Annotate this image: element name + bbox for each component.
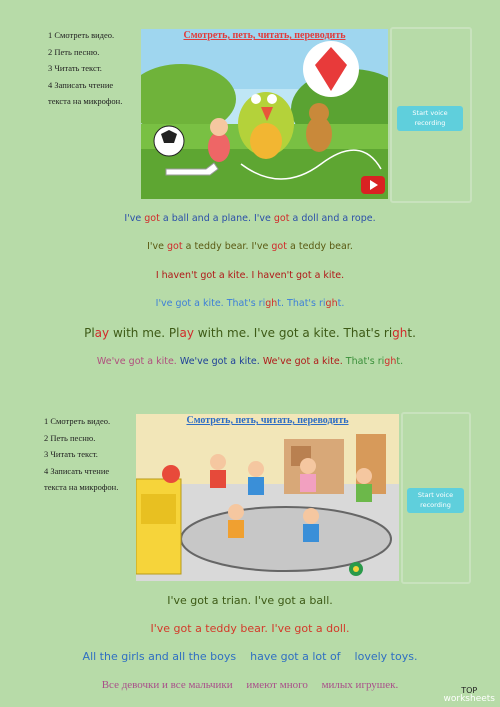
start-recording-button-2[interactable] — [407, 488, 464, 513]
text-segment: I've got a trian. I've got a ball. — [167, 594, 333, 607]
text-segment: Pl — [84, 326, 95, 340]
logo-bottom: worksheets — [443, 694, 495, 704]
text-segment: I've — [147, 241, 168, 252]
text-segment: with me. Pl — [109, 326, 180, 340]
record-button-label: Start voice — [417, 491, 454, 499]
text-segment: got — [271, 241, 287, 252]
youtube-play-icon[interactable] — [361, 176, 385, 194]
text-segment: I've got a kite. That's ri — [155, 298, 266, 309]
text-segment: a ball and a plane. — [159, 213, 254, 224]
instruction-item: 3 Читать текст. — [48, 63, 102, 73]
text-segment: gh — [384, 356, 397, 367]
text-line — [0, 326, 500, 340]
instruction-item: 1 Смотреть видео. — [44, 416, 111, 426]
text-segment: ay — [94, 326, 110, 340]
text-segment: a teddy bear. — [182, 241, 252, 252]
video-title[interactable]: Смотреть, петь, читать, переводить — [186, 415, 349, 426]
text-segment: I've — [254, 213, 274, 224]
text-segment: ay — [179, 326, 194, 340]
video-title[interactable]: Смотреть, петь, читать, переводить — [183, 30, 346, 41]
text-segment: got — [273, 213, 290, 224]
text-line — [0, 650, 500, 663]
start-recording-button-1[interactable] — [397, 106, 463, 131]
text-segment: gh — [265, 298, 278, 309]
text-segment: I haven't got a kite. I haven't got a kite. — [155, 270, 345, 281]
text-segment: gh — [392, 326, 408, 340]
text-segment: t. That's ri — [277, 298, 326, 309]
instruction-item: 2 Петь песню. — [44, 432, 96, 443]
text-segment: got — [167, 241, 183, 252]
text-segment: Все девочки и все мальчики имеют много милых игрушек. — [101, 679, 399, 691]
text-segment: a doll and a rope. — [289, 213, 376, 224]
text-line — [0, 594, 500, 607]
text-segment: We've got a kite. — [179, 356, 263, 367]
text-segment: t. — [337, 298, 345, 309]
text-line — [0, 356, 500, 367]
video-player-1[interactable] — [141, 29, 388, 199]
instruction-item: текста на микрофон. — [48, 96, 123, 106]
text-segment: We've got a kite. — [262, 356, 346, 367]
text-segment: That's ri — [345, 356, 385, 367]
text-segment: got — [144, 213, 160, 224]
text-segment: I've — [251, 241, 272, 252]
text-segment: t. — [396, 356, 404, 367]
text-line — [0, 213, 500, 224]
video-player-2[interactable] — [136, 414, 399, 581]
text-line — [0, 270, 500, 281]
instruction-item: 4 Записать чтение — [44, 465, 110, 476]
video-thumbnail-image — [136, 414, 399, 581]
record-button-label: recording — [414, 119, 446, 127]
instructions-1 — [48, 27, 122, 110]
record-button-label: recording — [420, 501, 451, 509]
text-segment: All the girls and all the boys have got a lot of lovely toys. — [82, 650, 418, 663]
record-button-label: Start voice — [412, 109, 448, 117]
instruction-item: 1 Смотреть видео. — [48, 30, 115, 40]
text-segment: t. — [407, 326, 416, 340]
text-segment: with me. I've got a kite. That's ri — [193, 326, 393, 340]
text-line — [0, 622, 500, 635]
text-segment: We've got a kite. — [96, 356, 180, 367]
text-line — [0, 298, 500, 309]
text-line — [0, 679, 500, 691]
logo-top: TOP — [461, 686, 478, 695]
text-segment: gh — [325, 298, 338, 309]
instruction-item: 4 Записать чтение — [48, 79, 114, 90]
instructions-2 — [44, 413, 118, 496]
topworksheets-logo — [444, 686, 495, 704]
instruction-item: 3 Читать текст. — [44, 449, 98, 459]
video-thumbnail-image — [141, 29, 388, 199]
instruction-item: текста на микрофон. — [44, 482, 119, 492]
text-segment: a teddy bear. — [286, 241, 353, 252]
text-segment: I've — [124, 213, 145, 224]
instruction-item: 2 Петь песню. — [48, 46, 100, 57]
text-segment: I've got a teddy bear. I've got a doll. — [150, 622, 350, 635]
text-line — [0, 241, 500, 252]
